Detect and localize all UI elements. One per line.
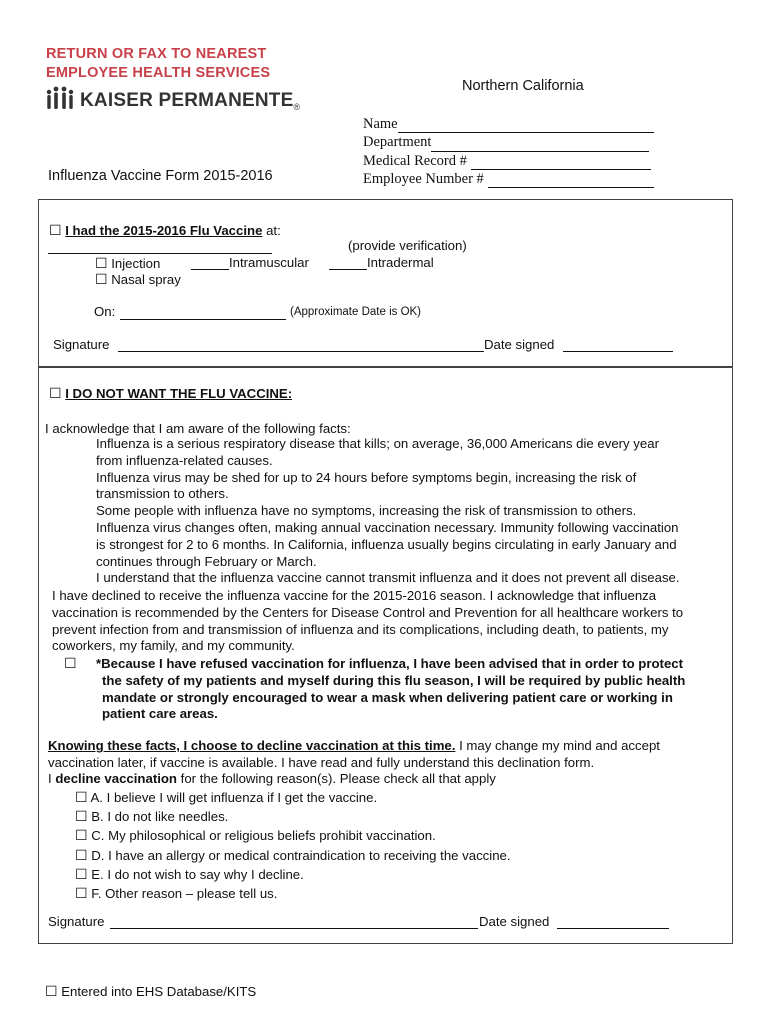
signature-label-1: Signature [53, 337, 110, 352]
reason-e-checkbox[interactable]: ☐ [75, 865, 88, 882]
reason-a: ☐ A. I believe I will get influenza if I get the vaccine. [75, 789, 378, 805]
knowing-heading: Knowing these facts, I choose to decline vaccination at this time. [48, 738, 456, 753]
signature-line-1[interactable] [118, 351, 484, 352]
decline-row [49, 385, 292, 402]
date-signed-label-1: Date signed [484, 337, 555, 352]
ehs-entry [45, 983, 256, 1000]
fact-line: Some people with influenza have no symptoms, increasing the risk of transmission to others. [96, 503, 637, 519]
nasal-spray-option: ☐ Nasal spray [95, 271, 181, 287]
reason-d-checkbox[interactable]: ☐ [75, 846, 88, 863]
on-date-line[interactable] [120, 319, 286, 320]
kaiser-logo-icon [45, 85, 75, 111]
signature-line-2[interactable] [110, 928, 478, 929]
reason-a-checkbox[interactable]: ☐ [75, 789, 88, 805]
fact-line: Influenza virus changes often, making annual vaccination necessary. Immunity following vaccination [96, 519, 679, 535]
reason-c: ☐ C. My philosophical or religious beliefs prohibit vaccination. [75, 827, 436, 844]
fact-line: continues through February or March. [96, 553, 317, 569]
intradermal-option[interactable]: Intradermal [329, 255, 434, 270]
nasal-spray-checkbox[interactable]: ☐ [95, 271, 108, 287]
employee-fields [363, 115, 663, 188]
had-vaccine-row: ☐ I had the 2015-2016 Flu Vaccine at: [49, 222, 281, 238]
fact-line: transmission to others. [96, 486, 229, 502]
fact-line: from influenza-related causes. [96, 452, 273, 468]
name-field[interactable]: Name [363, 115, 663, 133]
fact-line: I understand that the influenza vaccine cannot transmit influenza and it does not prevent all disease. [96, 570, 680, 586]
fact-line: Influenza virus may be shed for up to 24 hours before symptoms begin, increasing the risk of [96, 469, 637, 485]
form-title: Influenza Vaccine Form 2015-2016 [48, 168, 273, 184]
intramuscular-option[interactable]: Intramuscular [191, 255, 309, 270]
signature-label-2: Signature [48, 914, 105, 929]
brand-name: KAISER PERMANENTE® [80, 90, 301, 112]
mask-statement: *Because I have refused vaccination for influenza, I have been advised that in order to protect the safety of my patients and myself during this flu season, I will be required by public health mandate or strongly encouraged to wear a mask when delivering patient care or working in patient care areas. [96, 656, 686, 722]
employee-number-field[interactable]: Employee Number # [363, 170, 663, 188]
acknowledge-text: I acknowledge that I am aware of the following facts: [45, 421, 351, 436]
had-vaccine-checkbox[interactable]: ☐ [49, 222, 62, 238]
reason-d: ☐ D. I have an allergy or medical contraindication to receiving the vaccine. [75, 846, 511, 863]
declined-statement: I have declined to receive the influenza vaccine for the 2015-2016 season. I acknowledge that influenza vaccination is recommended by the Centers for Disease Control and Prevention for all healthcare workers to prevent infection from and transmission of influenza and its complications, including death, to patients, my coworkers, my family, and my community. [52, 588, 684, 654]
date-signed-label-2: Date signed [479, 914, 550, 929]
medical-record-field[interactable]: Medical Record # [363, 152, 663, 170]
reasons-list [75, 788, 511, 903]
date-signed-line-2[interactable] [557, 928, 669, 929]
injection-option: ☐ Injection [95, 255, 161, 271]
reason-e: ☐ E. I do not wish to say why I decline. [75, 865, 304, 882]
return-line-2: EMPLOYEE HEALTH SERVICES [46, 65, 271, 81]
approx-date-note: (Approximate Date is OK) [290, 306, 422, 318]
injection-checkbox[interactable]: ☐ [95, 255, 108, 271]
return-line-1: RETURN OR FAX TO NEAREST [46, 46, 267, 62]
reason-f-checkbox[interactable]: ☐ [75, 885, 88, 902]
knowing-statement: Knowing these facts, I choose to decline vaccination at this time. I may change my mind and accept vaccination later, if vaccine is available. I have read and fully understand this declination form. I decline vaccination for the following reason(s). Please check all that apply [48, 738, 660, 786]
reason-b: ☐ B. I do not like needles. [75, 808, 229, 825]
facts-list [96, 436, 726, 587]
mask-checkbox[interactable]: ☐ [64, 655, 77, 671]
region-label: Northern California [462, 78, 584, 94]
had-vaccine-heading: I had the 2015-2016 Flu Vaccine [65, 223, 263, 238]
decline-heading: I DO NOT WANT THE FLU VACCINE: [65, 386, 293, 401]
fact-line: Influenza is a serious respiratory disease that kills; on average, 36,000 Americans die every year [96, 436, 659, 451]
ehs-checkbox[interactable]: ☐ [45, 983, 58, 999]
date-signed-line-1[interactable] [563, 351, 673, 352]
fact-line: is strongest for 2 to 6 months. In California, influenza usually begins circulating in early January and [96, 536, 677, 552]
on-date-label: On: [94, 304, 116, 319]
ehs-label: Entered into EHS Database/KITS [61, 984, 257, 999]
department-field[interactable]: Department [363, 133, 663, 151]
reason-c-checkbox[interactable]: ☐ [75, 827, 88, 844]
verification-note: (provide verification) [348, 238, 467, 253]
reason-b-checkbox[interactable]: ☐ [75, 808, 88, 825]
decline-checkbox[interactable]: ☐ [49, 385, 62, 401]
location-line[interactable] [48, 253, 272, 254]
reason-f: ☐ F. Other reason – please tell us. [75, 885, 278, 902]
